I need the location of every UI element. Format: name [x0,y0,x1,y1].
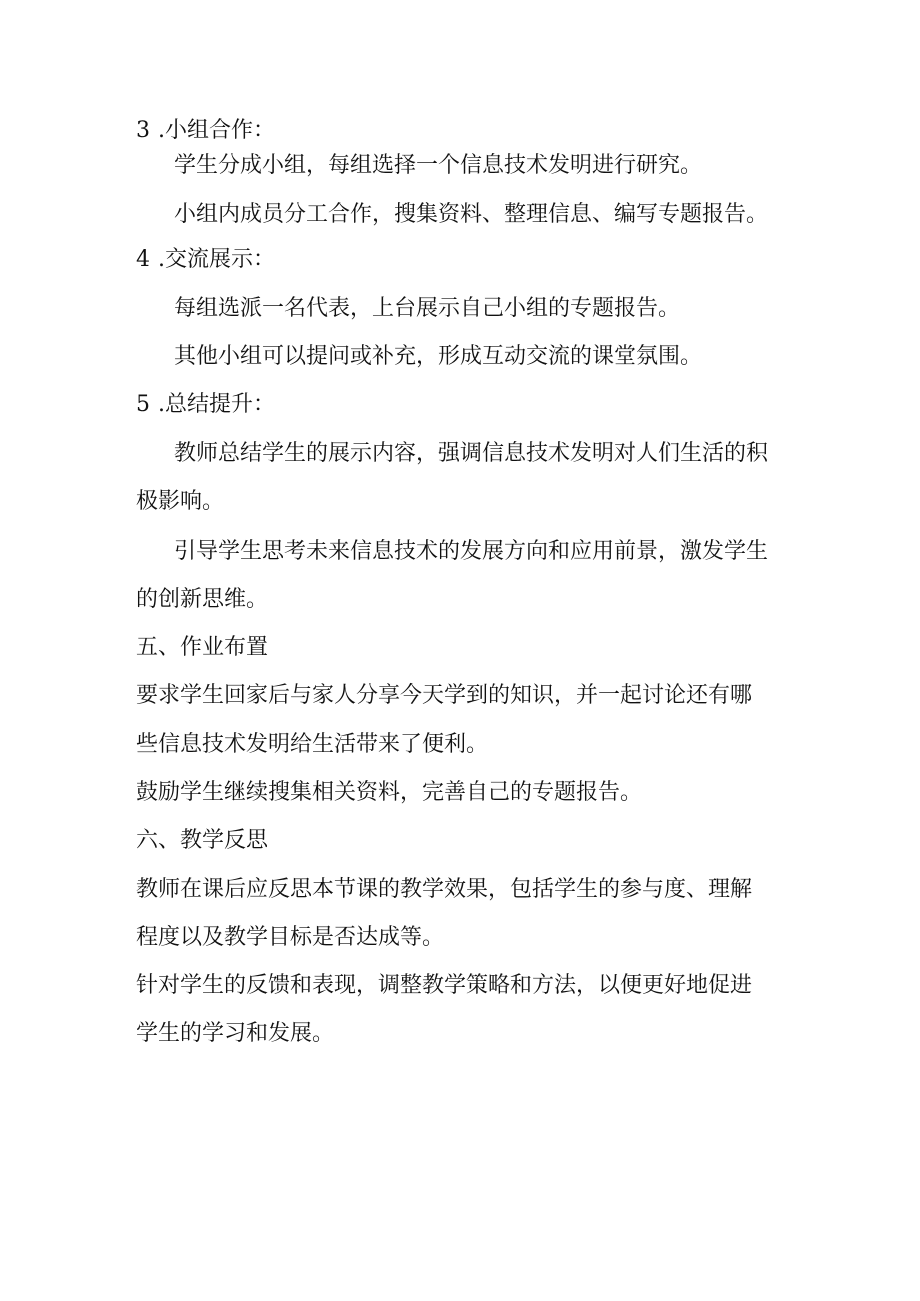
homework-line: 要求学生回家后与家人分享今天学到的知识，并一起讨论还有哪 [136,683,753,708]
homework-line: 鼓励学生继续搜集相关资料，完善自己的专题报告。 [136,780,643,805]
reflection-line: 程度以及教学目标是否达成等。 [136,925,445,950]
section-title: .总结提升： [158,392,275,417]
paragraph-continuation: 的创新思维。 [136,587,269,612]
reflection-line: 教师在课后应反思本节课的教学效果，包括学生的参与度、理解 [136,877,753,902]
paragraph: 学生分成小组，每组选择一个信息技术发明进行研究。 [174,153,703,178]
paragraph: 引导学生思考未来信息技术的发展方向和应用前景，激发学生 [174,539,769,564]
reflection-line: 针对学生的反馈和表现，调整教学策略和方法，以便更好地促进 [136,973,753,998]
section-heading-5 [136,390,920,420]
section-heading-4 [136,245,920,275]
paragraph: 每组选派一名代表，上台展示自己小组的专题报告。 [174,296,681,321]
section-title: .小组合作： [158,118,275,143]
paragraph: 小组内成员分工合作，搜集资料、整理信息、编写专题报告。 [174,202,769,227]
paragraph: 其他小组可以提问或补充，形成互动交流的课堂氛围。 [174,344,703,369]
section-number: 3 [136,118,150,143]
reflection-heading: 六、教学反思 [136,828,269,853]
section-title: .交流展示： [158,247,275,272]
reflection-line: 学生的学习和发展。 [136,1021,335,1046]
homework-heading: 五、作业布置 [136,635,269,660]
section-number: 4 [136,247,150,272]
section-heading-3 [136,116,920,146]
homework-line: 些信息技术发明给生活带来了便利。 [136,732,489,757]
paragraph: 教师总结学生的展示内容，强调信息技术发明对人们生活的积 [174,441,769,466]
section-number: 5 [136,392,150,417]
paragraph-continuation: 极影响。 [136,489,225,514]
